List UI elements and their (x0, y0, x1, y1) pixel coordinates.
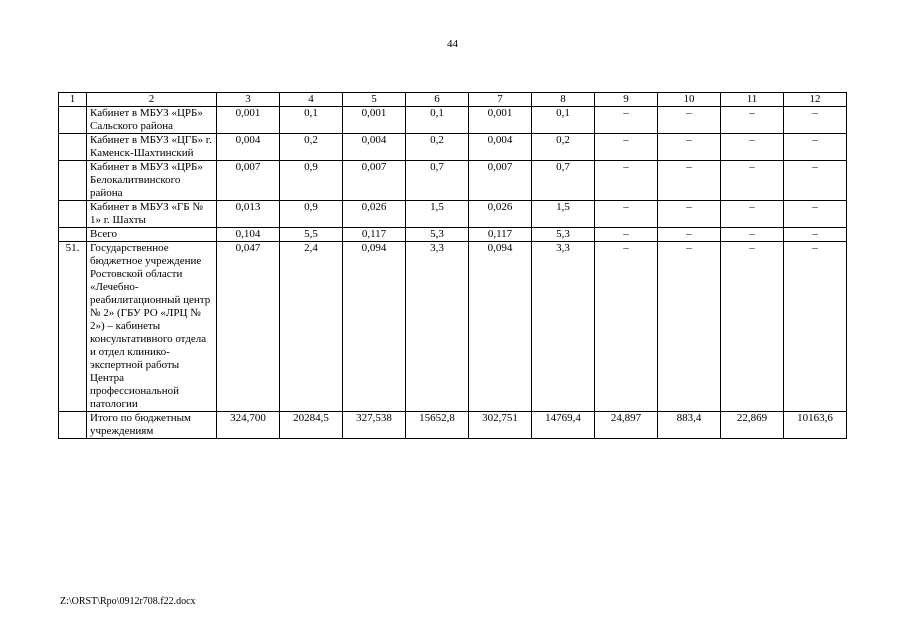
header-cell: 12 (784, 93, 847, 107)
header-cell: 6 (406, 93, 469, 107)
value-cell: 0,1 (280, 107, 343, 134)
row-number-cell (59, 161, 87, 201)
table-header-row (59, 93, 847, 107)
footer-file-path: Z:\ORST\Rpo\0912r708.f22.docx (60, 596, 196, 607)
value-cell: 10163,6 (784, 412, 847, 439)
value-cell: 0,013 (217, 201, 280, 228)
value-cell: 0,001 (343, 107, 406, 134)
value-cell: 0,7 (532, 161, 595, 201)
value-cell: – (721, 134, 784, 161)
value-cell: 14769,4 (532, 412, 595, 439)
value-cell: 0,117 (343, 228, 406, 242)
value-cell: 5,5 (280, 228, 343, 242)
value-cell: 0,007 (469, 161, 532, 201)
row-name-cell: Итого по бюджетным учреждениям (87, 412, 217, 439)
table-row (59, 201, 847, 228)
value-cell: – (784, 161, 847, 201)
value-cell: 1,5 (532, 201, 595, 228)
table-row (59, 161, 847, 201)
value-cell: 3,3 (406, 242, 469, 412)
value-cell: – (721, 201, 784, 228)
value-cell: – (595, 228, 658, 242)
row-name-cell: Кабинет в МБУЗ «ЦГБ» г. Каменск-Шахтинский (87, 134, 217, 161)
value-cell: – (658, 161, 721, 201)
value-cell: 0,104 (217, 228, 280, 242)
value-cell: – (595, 161, 658, 201)
value-cell: 1,5 (406, 201, 469, 228)
header-cell: 5 (343, 93, 406, 107)
header-cell: 7 (469, 93, 532, 107)
value-cell: – (784, 134, 847, 161)
value-cell: 0,1 (532, 107, 595, 134)
value-cell: – (721, 242, 784, 412)
value-cell: 0,047 (217, 242, 280, 412)
value-cell: – (784, 228, 847, 242)
value-cell: – (595, 134, 658, 161)
value-cell: – (721, 107, 784, 134)
header-cell: 8 (532, 93, 595, 107)
table-row (59, 242, 847, 412)
value-cell: 15652,8 (406, 412, 469, 439)
row-number-cell (59, 412, 87, 439)
value-cell: 5,3 (532, 228, 595, 242)
header-cell: 4 (280, 93, 343, 107)
value-cell: – (658, 201, 721, 228)
value-cell: – (784, 107, 847, 134)
page-number: 44 (447, 38, 458, 50)
value-cell: 22,869 (721, 412, 784, 439)
value-cell: 0,2 (406, 134, 469, 161)
row-number-cell (59, 107, 87, 134)
value-cell: – (658, 134, 721, 161)
value-cell: 0,004 (469, 134, 532, 161)
value-cell: – (721, 228, 784, 242)
value-cell: 0,094 (469, 242, 532, 412)
value-cell: – (658, 107, 721, 134)
value-cell: 2,4 (280, 242, 343, 412)
value-cell: 0,001 (217, 107, 280, 134)
header-cell: 1 (59, 93, 87, 107)
row-number-cell (59, 134, 87, 161)
value-cell: 883,4 (658, 412, 721, 439)
value-cell: 0,1 (406, 107, 469, 134)
value-cell: – (784, 201, 847, 228)
value-cell: 0,026 (343, 201, 406, 228)
value-cell: – (595, 242, 658, 412)
table-row (59, 412, 847, 439)
value-cell: 3,3 (532, 242, 595, 412)
header-cell: 10 (658, 93, 721, 107)
row-number-cell: 51. (59, 242, 87, 412)
value-cell: 0,004 (343, 134, 406, 161)
header-cell: 3 (217, 93, 280, 107)
value-cell: 5,3 (406, 228, 469, 242)
value-cell: 20284,5 (280, 412, 343, 439)
value-cell: 0,007 (343, 161, 406, 201)
value-cell: 0,117 (469, 228, 532, 242)
value-cell: – (595, 107, 658, 134)
value-cell: 327,538 (343, 412, 406, 439)
value-cell: 0,026 (469, 201, 532, 228)
value-cell: 0,9 (280, 161, 343, 201)
row-name-cell: Кабинет в МБУЗ «ЦРБ» Сальского района (87, 107, 217, 134)
header-cell: 2 (87, 93, 217, 107)
table-row (59, 228, 847, 242)
row-name-cell: Кабинет в МБУЗ «ЦРБ» Белокалитвинского района (87, 161, 217, 201)
value-cell: 0,7 (406, 161, 469, 201)
value-cell: 0,001 (469, 107, 532, 134)
row-name-cell: Всего (87, 228, 217, 242)
value-cell: 324,700 (217, 412, 280, 439)
value-cell: 0,094 (343, 242, 406, 412)
data-table (58, 92, 847, 439)
header-cell: 9 (595, 93, 658, 107)
row-number-cell (59, 201, 87, 228)
header-cell: 11 (721, 93, 784, 107)
value-cell: 302,751 (469, 412, 532, 439)
value-cell: 24,897 (595, 412, 658, 439)
row-name-cell: Кабинет в МБУЗ «ГБ № 1» г. Шахты (87, 201, 217, 228)
table-row (59, 107, 847, 134)
value-cell: 0,2 (280, 134, 343, 161)
row-number-cell (59, 228, 87, 242)
value-cell: – (658, 228, 721, 242)
value-cell: – (595, 201, 658, 228)
value-cell: – (658, 242, 721, 412)
value-cell: 0,9 (280, 201, 343, 228)
row-name-cell: Государственное бюджетное учреждение Ростовской области «Лечебно-реабилитационный центр № 2» (ГБУ РО «ЛРЦ № 2») – кабинеты консультативного отдела и отдел клинико-экспертной работы Центра профессиональной патологии (87, 242, 217, 412)
value-cell: – (721, 161, 784, 201)
value-cell: – (784, 242, 847, 412)
value-cell: 0,2 (532, 134, 595, 161)
table-row (59, 134, 847, 161)
value-cell: 0,007 (217, 161, 280, 201)
value-cell: 0,004 (217, 134, 280, 161)
